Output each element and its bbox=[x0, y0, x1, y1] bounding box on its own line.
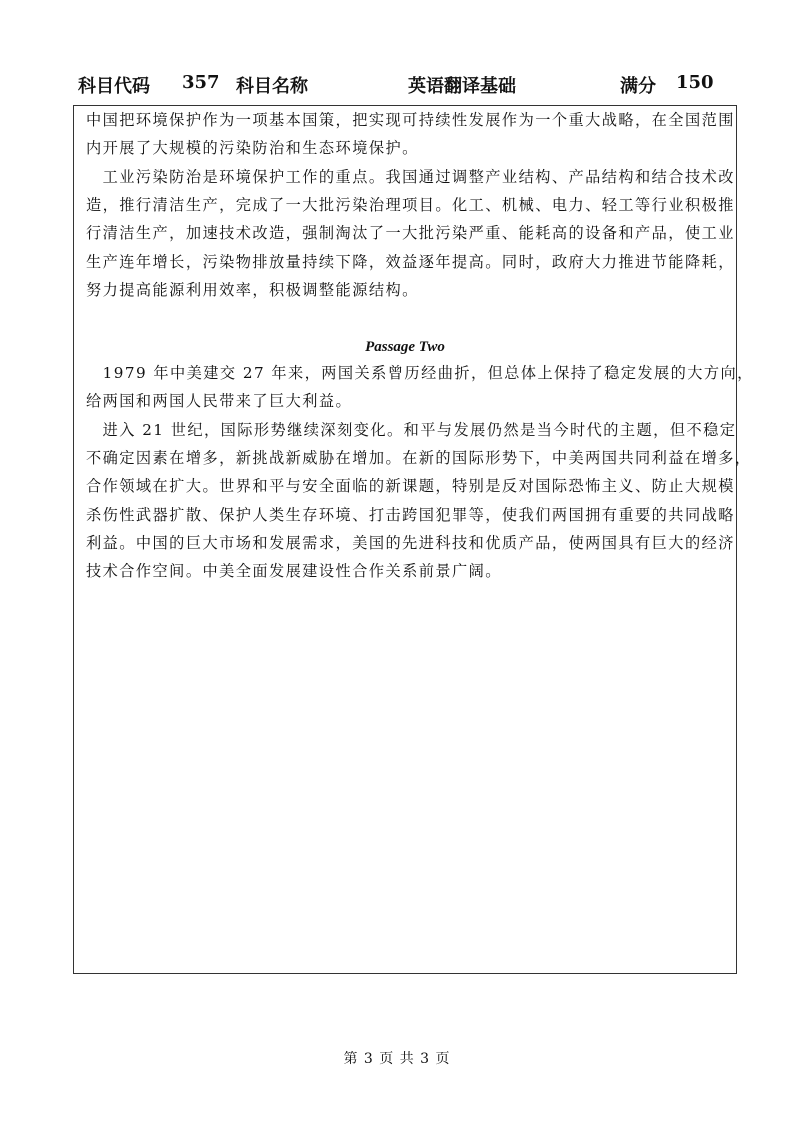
text-line: 生产连年增长，污染物排放量持续下降，效益逐年提高。同时，政府大力推进节能降耗， bbox=[86, 252, 735, 271]
text-line: 技术合作空间。中美全面发展建设性合作关系前景广阔。 bbox=[86, 562, 502, 581]
subject-name-label: 科目名称 bbox=[236, 76, 308, 97]
text-line: 内开展了大规模的污染防治和生态环境保护。 bbox=[86, 139, 419, 158]
text-line: 行清洁生产，加速技术改造，强制淘汰了一大批污染严重、能耗高的设备和产品，使工业 bbox=[86, 224, 735, 243]
text-line: 不确定因素在增多，新挑战新威胁在增加。在新的国际形势下，中美两国共同利益在增多， bbox=[86, 448, 752, 467]
text-line: 利益。中国的巨大市场和发展需求，美国的先进科技和优质产品，使两国具有巨大的经济 bbox=[86, 533, 735, 552]
text-line: 杀伤性武器扩散、保护人类生存环境、打击跨国犯罪等，使我们两国拥有重要的共同战略 bbox=[86, 505, 735, 524]
text-line: 1979 年中美建交 27 年来，两国关系曾历经曲折，但总体上保持了稳定发展的大方向， bbox=[86, 364, 754, 382]
full-score: 150 bbox=[676, 72, 714, 93]
subject-code-label: 科目代码 bbox=[78, 76, 150, 97]
text-line: 给两国和两国人民带来了巨大利益。 bbox=[86, 392, 353, 411]
text-line: 进入 21 世纪，国际形势继续深刻变化。和平与发展仍然是当今时代的主题，但不稳定 bbox=[86, 420, 737, 439]
full-score-label: 满分 bbox=[620, 76, 656, 97]
question-box bbox=[73, 105, 754, 974]
text-line: 工业污染防治是环境保护工作的重点。我国通过调整产业结构、产品结构和结合技术改 bbox=[86, 167, 735, 186]
text-line: 造，推行清洁生产，完成了一大批污染治理项目。化工、机械、电力、轻工等行业积极推 bbox=[86, 195, 735, 214]
text-line: 努力提高能源利用效率，积极调整能源结构。 bbox=[86, 280, 419, 299]
page-footer: 第 3 页 共 3 页 bbox=[343, 1051, 450, 1067]
text-line: 中国把环境保护作为一项基本国策，把实现可持续性发展作为一个重大战略，在全国范围 bbox=[86, 111, 735, 129]
subject-code: 357 bbox=[182, 72, 220, 93]
subject-name: 英语翻译基础 bbox=[408, 76, 516, 97]
text-line: 合作领域在扩大。世界和平与安全面临的新课题，特别是反对国际恐怖主义、防止大规模 bbox=[86, 477, 735, 496]
passage-two-title: Passage Two bbox=[365, 339, 445, 355]
exam-header bbox=[78, 72, 718, 100]
